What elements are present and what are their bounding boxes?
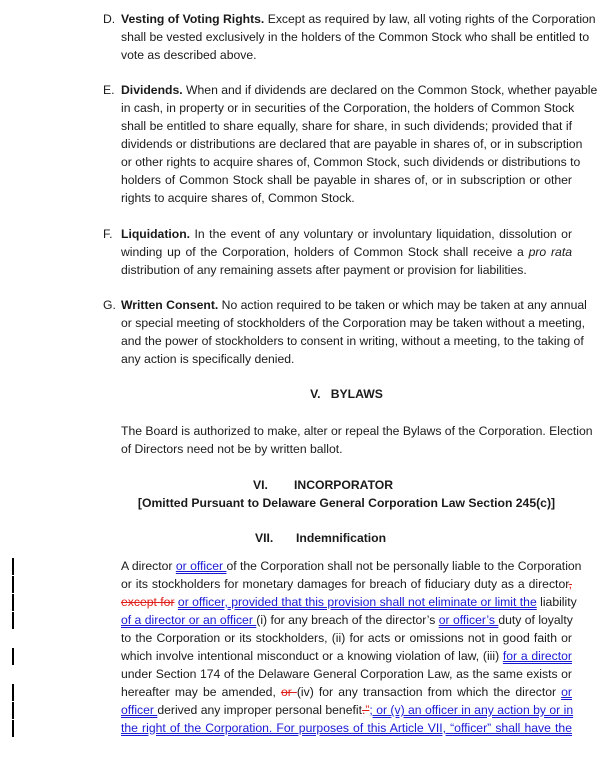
section-d-label: D. (103, 12, 116, 26)
article-v-line-1: The Board is authorized to make, alter or repeal the Bylaws of the Corporation. Election (121, 424, 593, 438)
section-g-line-2: or special meeting of stockholders of the Corporation may be taken without a meeting, (121, 316, 586, 330)
article-vi-subtitle: [Omitted Pursuant to Delaware General Corporation Law Section 245(c)] (137, 496, 556, 510)
change-bar (12, 558, 14, 575)
section-g-line-3: and the power of stockholders to consent in writing, without a meeting, to the taking of (121, 334, 584, 348)
section-f-line-1: Liquidation. In the event of any voluntary or involuntary liquidation, dissolution or (121, 227, 572, 241)
section-f-line-2: winding up of the Corporation, holders of Common Stock shall receive a pro rata (121, 245, 572, 259)
section-e-line-1: Dividends. When and if dividends are declared on the Common Stock, whether payable (121, 83, 598, 97)
section-f-label: F. (103, 227, 113, 241)
article-v-heading: V. BYLAWS (310, 387, 383, 401)
section-e-heading: Dividends. (121, 83, 183, 97)
deletion: , (568, 577, 572, 591)
article-vii-line-4: of a director or an officer (i) for any breach of the director’s or officer’s duty of loyalty (121, 613, 573, 627)
section-d-heading: Vesting of Voting Rights. (121, 12, 265, 26)
article-v-line-2: of Directors need not be by written ballot. (121, 442, 343, 456)
article-vii-line-1: A director or officer of the Corporation shall not be personally liable to the Corporation (121, 559, 582, 573)
insertion: or officer, provided that this provision shall not eliminate or limit the (177, 595, 537, 609)
article-vii-line-2: or its stockholders for monetary damages for breach of fiduciary duty as a director, (121, 577, 572, 591)
section-g-heading: Written Consent. (121, 298, 219, 312)
change-bar (12, 594, 14, 611)
change-bar (12, 702, 14, 719)
section-e-line-2: in cash, in property or in securities of the Corporation, the holders of Common Stock (121, 101, 575, 115)
article-vi-title: INCORPORATOR (294, 478, 394, 492)
change-bar (12, 612, 14, 629)
section-e-line-4: dividends or distributions are declared that are payable in shares of, or in subscription (121, 137, 583, 151)
article-vii-line-10: the right of the Corporation. For purposes of this Article VII, “officer” shall have the (121, 721, 572, 735)
deletion: except for (121, 595, 175, 609)
section-f-heading: Liquidation. (121, 227, 191, 241)
article-vii-line-5: to the Corporation or its stockholders, (ii) for acts or omissions not in good faith or (121, 631, 572, 645)
change-bar (12, 576, 14, 593)
section-d-line-3: vote as described above. (121, 48, 257, 62)
change-bar (12, 720, 14, 737)
article-vii-line-6: which involve intentional misconduct or a knowing violation of law, (iii) for a director (121, 649, 572, 663)
section-g-line-4: any action is specifically denied. (121, 352, 295, 366)
change-bar (12, 684, 14, 701)
section-e-line-6: holders of Common Stock shall be payable in shares of, or in subscription or other (121, 173, 572, 187)
insertion: or (561, 685, 572, 699)
section-g-label: G. (103, 298, 116, 312)
section-d-line-1: Vesting of Voting Rights. Except as required by law, all voting rights of the Corporation (121, 12, 596, 26)
section-e-label: E. (103, 83, 115, 97)
insertion: or officer’s (438, 613, 499, 627)
article-vii-line-3: except for or officer, provided that this provision shall not eliminate or limit the liability (121, 595, 577, 609)
pro-rata-italic: pro rata (528, 245, 572, 259)
deletion: or (280, 685, 297, 699)
insertion: or officer (175, 559, 227, 573)
insertion: for a director (502, 649, 572, 663)
section-d-line-2: shall be vested exclusively in the holders of the Common Stock who shall be entitled to (121, 30, 590, 44)
insertion: ; or (v) an officer in any action by or in (369, 703, 574, 717)
article-vii-line-8: hereafter may be amended, or (iv) for any transaction from which the director or (121, 685, 572, 699)
section-g-line-1: Written Consent. No action required to be taken or which may be taken at any annual (121, 298, 587, 312)
section-f-line-3: distribution of any remaining assets after payment or provision for liabilities. (121, 263, 527, 277)
article-vii-number: VII. (255, 531, 274, 545)
article-vii-line-7: under Section 174 of the Delaware General Corporation Law, as the same exists or (121, 667, 572, 681)
section-e-line-5: or other rights to acquire shares of, Common Stock, such dividends or distributions to (121, 155, 581, 169)
article-vi-number: VI. (253, 478, 268, 492)
article-vii-title: Indemnification (296, 531, 387, 545)
insertion: officer (121, 703, 158, 717)
change-bar (12, 648, 14, 665)
deletion: .” (361, 703, 370, 717)
section-e-line-3: shall be entitled to share equally, share for share, in such dividends; provided that if (121, 119, 572, 133)
article-vii-line-9: officer derived any improper personal benefit.”; or (v) an officer in any action by or in (121, 703, 574, 717)
insertion: of a director or an officer (121, 613, 257, 627)
section-e-line-7: rights to acquire shares of, Common Stock. (121, 191, 355, 205)
